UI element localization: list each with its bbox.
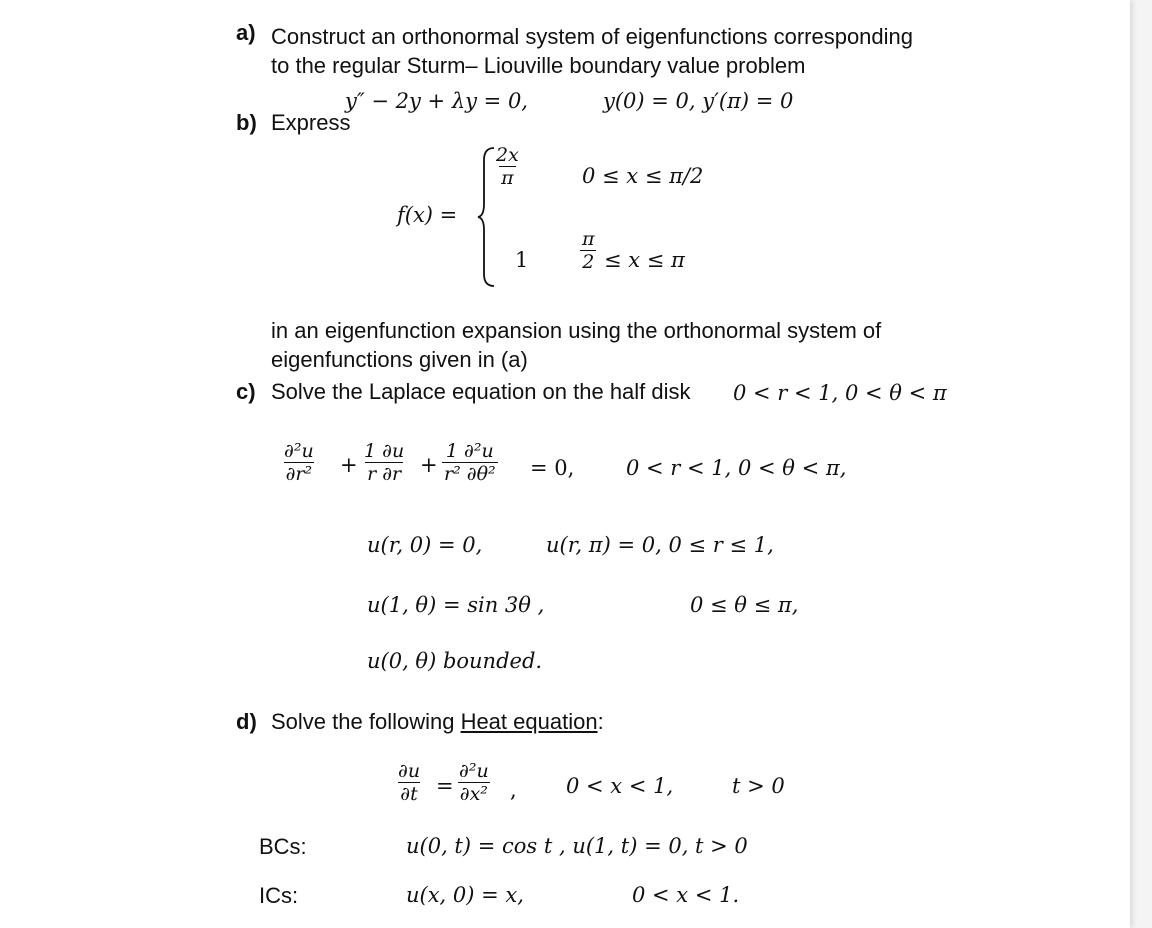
part-c-label: c) — [236, 379, 256, 404]
part-b-after-line2: eigenfunctions given in (a) — [271, 347, 528, 372]
piece2-condition-fraction — [580, 228, 597, 273]
part-b-after-line1: in an eigenfunction expansion using the orthonormal system of — [271, 318, 882, 343]
piece1-condition: 0 ≤ x ≤ π/2 — [582, 164, 704, 188]
pde-term3-numerator: 1 ∂²u — [445, 440, 494, 462]
heat-domain-x: 0 < x < 1, — [566, 774, 674, 798]
heat-initial-condition: u(x, 0) = x, — [406, 883, 524, 907]
pde-rhs: = 0, — [530, 456, 575, 480]
part-c-domain: 0 < r < 1, 0 < θ < π — [733, 381, 947, 405]
heat-rhs-denominator: ∂x² — [459, 783, 488, 805]
pde-term1-denominator: ∂r² — [285, 463, 313, 485]
part-a-label: a) — [236, 20, 256, 45]
piece2-condition: ≤ x ≤ π — [604, 248, 685, 272]
piecewise-lhs: f(x) = — [397, 203, 458, 227]
part-d-text-pre: Solve the following — [271, 709, 461, 734]
bcs-label: BCs: — [259, 834, 307, 859]
part-a-boundary-conditions: y(0) = 0, y′(π) = 0 — [603, 89, 794, 113]
pde-domain: 0 < r < 1, 0 < θ < π, — [626, 456, 847, 480]
pde-term3 — [442, 440, 498, 485]
bc-theta-pi: u(r, π) = 0, 0 ≤ r ≤ 1, — [546, 533, 774, 557]
piece2-value: 1 — [515, 248, 529, 272]
ics-label: ICs: — [259, 883, 299, 908]
heat-rhs — [457, 760, 491, 805]
pde-term3-denominator: r² ∂θ² — [444, 463, 496, 485]
pde-plus-2: + — [420, 453, 438, 477]
piece2-cond-numerator: π — [582, 228, 595, 250]
heat-lhs-numerator: ∂u — [398, 760, 421, 782]
bc-theta-zero: u(r, 0) = 0, — [367, 533, 483, 557]
part-a-ode: y″ − 2y + λy = 0, — [345, 89, 528, 113]
piece2-cond-denominator: 2 — [582, 251, 595, 273]
part-b-label: b) — [236, 110, 257, 135]
pde-term2-denominator: r ∂r — [367, 463, 402, 485]
part-d-label: d) — [236, 709, 257, 734]
heat-rhs-numerator: ∂²u — [459, 760, 489, 782]
pde-term1 — [282, 440, 316, 485]
heat-initial-domain: 0 < x < 1. — [632, 883, 740, 907]
heat-equals: = — [436, 774, 454, 798]
piece1-fraction — [494, 144, 521, 189]
heat-lhs-denominator: ∂t — [400, 783, 418, 805]
pde-term1-numerator: ∂²u — [284, 440, 314, 462]
part-a-line2: to the regular Sturm– Liouville boundary value problem — [271, 53, 806, 78]
heat-boundary-conditions: u(0, t) = cos t , u(1, t) = 0, t > 0 — [406, 834, 748, 858]
pde-plus-1: + — [340, 453, 358, 477]
part-a-line1: Construct an orthonormal system of eigenfunctions corresponding — [271, 24, 914, 49]
heat-lhs — [396, 760, 422, 805]
piece1-numerator: 2x — [496, 144, 519, 166]
part-d-text-post: : — [597, 709, 604, 734]
bc-r-one: u(1, θ) = sin 3θ , — [367, 593, 545, 617]
heat-comma: , — [510, 778, 517, 802]
bc-r-one-domain: 0 ≤ θ ≤ π, — [690, 593, 799, 617]
part-b-text: Express — [271, 110, 351, 135]
bc-r-zero: u(0, θ) bounded. — [367, 649, 543, 673]
part-d-text — [271, 709, 604, 735]
piece1-denominator: π — [501, 167, 514, 189]
part-d-heat-equation: Heat equation — [460, 709, 598, 734]
pde-term2 — [362, 440, 406, 485]
pde-term2-numerator: 1 ∂u — [364, 440, 405, 462]
heat-domain-t: t > 0 — [732, 774, 785, 798]
part-c-text: Solve the Laplace equation on the half disk — [271, 379, 691, 404]
